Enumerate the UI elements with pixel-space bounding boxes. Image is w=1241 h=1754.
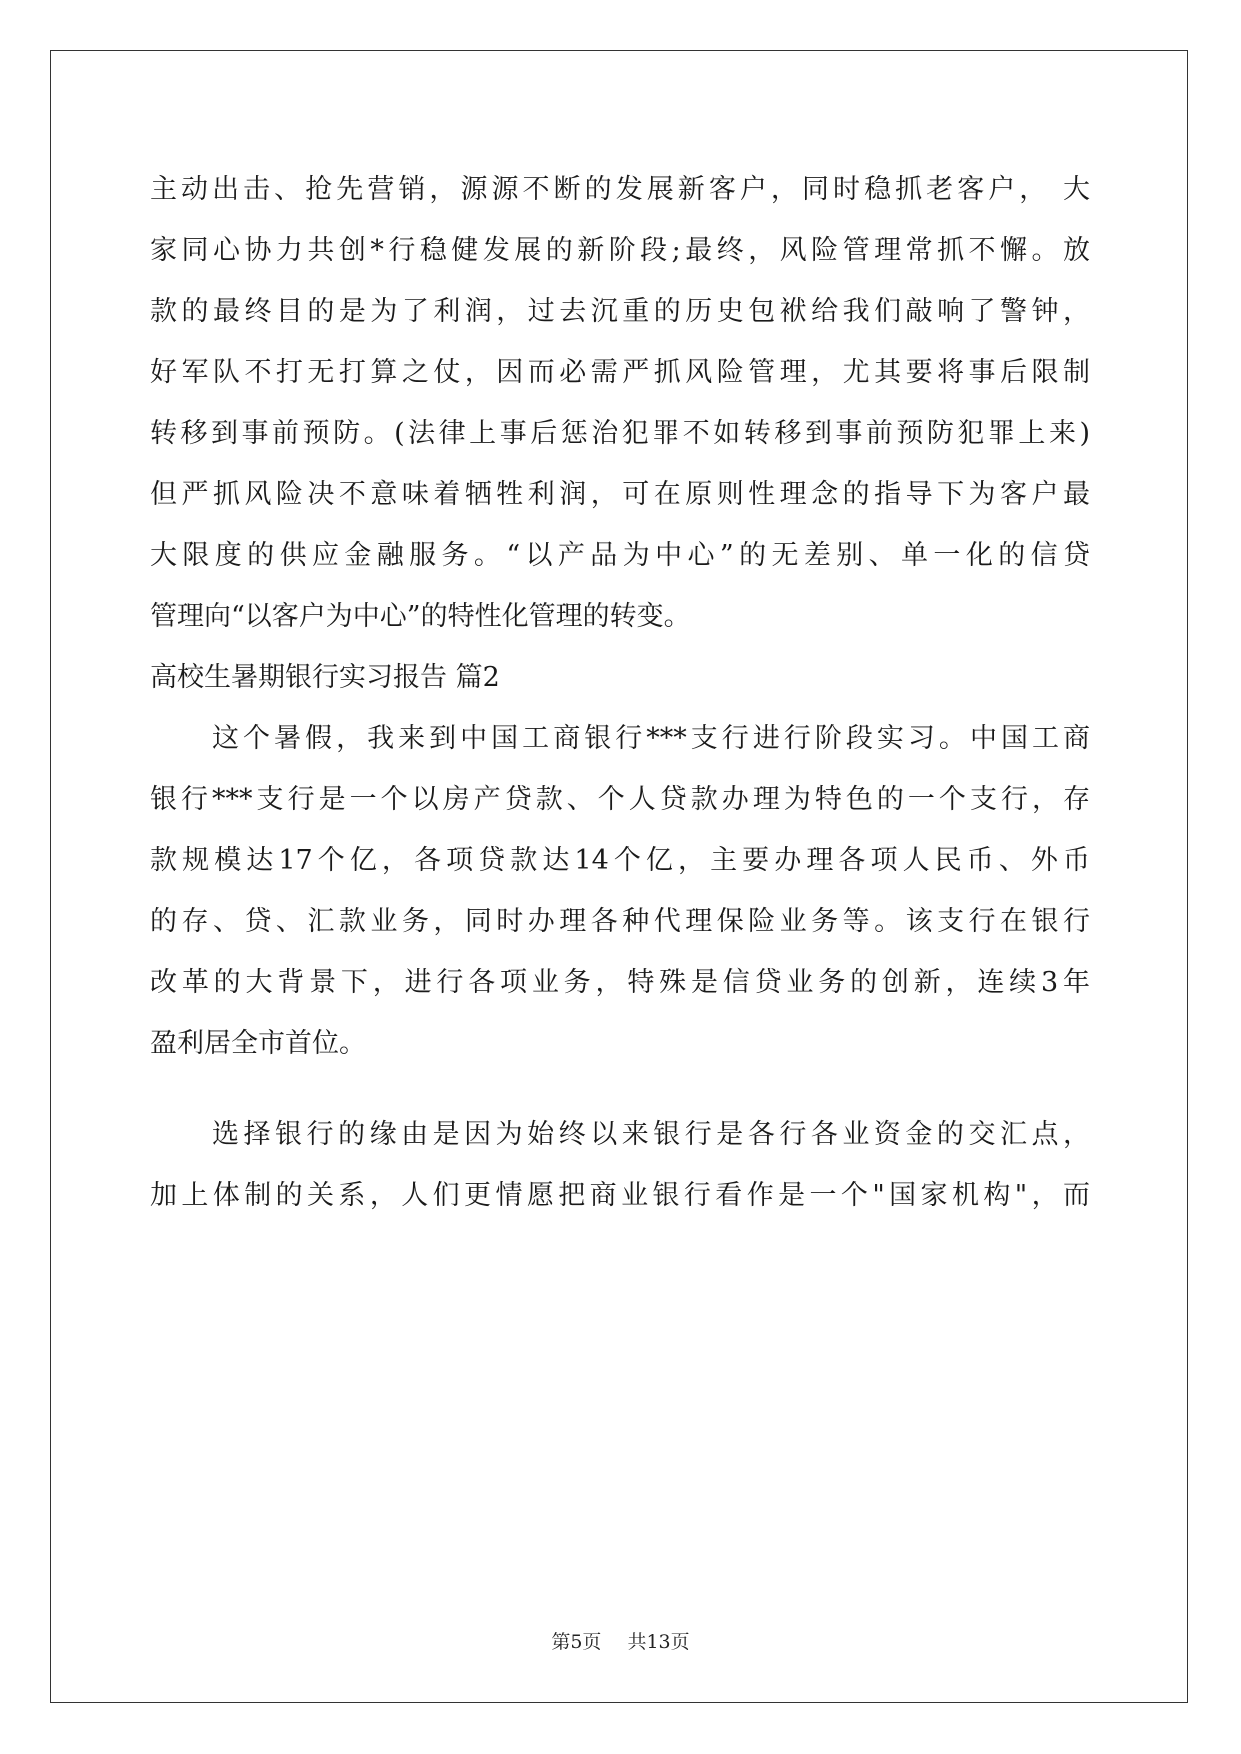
paragraph-1	[150, 159, 1090, 647]
text-line: 转移到事前预防。(法律上事后惩治犯罪不如转移到事前预防犯罪上来)	[150, 418, 1090, 449]
text-line: 好军队不打无打算之仗，因而必需严抓风险管理，尤其要将事后限制	[150, 357, 1090, 388]
document-body	[150, 159, 1090, 1226]
section-heading: 高校生暑期银行实习报告 篇2	[150, 662, 500, 693]
page-current: 第5页	[551, 1631, 602, 1653]
text-line: 这个暑假，我来到中国工商银行***支行进行阶段实习。中国工商	[212, 723, 1090, 754]
text-line: 的存、贷、汇款业务，同时办理各种代理保险业务等。该支行在银行	[150, 906, 1090, 937]
text-line: 家同心协力共创*行稳健发展的新阶段;最终，风险管理常抓不懈。放	[150, 235, 1090, 266]
page-footer	[0, 1630, 1241, 1654]
text-line: 选择银行的缘由是因为始终以来银行是各行各业资金的交汇点，	[212, 1119, 1090, 1150]
text-line: 改革的大背景下，进行各项业务，特殊是信贷业务的创新，连续3年	[150, 967, 1090, 998]
text-line: 大限度的供应金融服务。“以产品为中心”的无差别、单一化的信贷	[150, 540, 1090, 571]
text-line: 银行***支行是一个以房产贷款、个人贷款办理为特色的一个支行，存	[150, 784, 1090, 815]
text-line: 但严抓风险决不意味着牺牲利润，可在原则性理念的指导下为客户最	[150, 479, 1090, 510]
text-line: 主动出击、抢先营销，源源不断的发展新客户，同时稳抓老客户， 大	[150, 174, 1090, 205]
text-line: 盈利居全市首位。	[150, 1028, 366, 1059]
text-line: 款规模达17个亿，各项贷款达14个亿，主要办理各项人民币、外币	[150, 845, 1090, 876]
page-total: 共13页	[627, 1631, 690, 1653]
text-line: 加上体制的关系，人们更情愿把商业银行看作是一个"国家机构"，而	[150, 1180, 1090, 1211]
text-line: 管理向“以客户为中心”的特性化管理的转变。	[150, 601, 691, 632]
paragraph-2	[150, 708, 1090, 1074]
paragraph-spacer	[150, 1074, 1090, 1104]
text-line: 款的最终目的是为了利润，过去沉重的历史包袱给我们敲响了警钟，	[150, 296, 1090, 327]
paragraph-3	[150, 1104, 1090, 1226]
